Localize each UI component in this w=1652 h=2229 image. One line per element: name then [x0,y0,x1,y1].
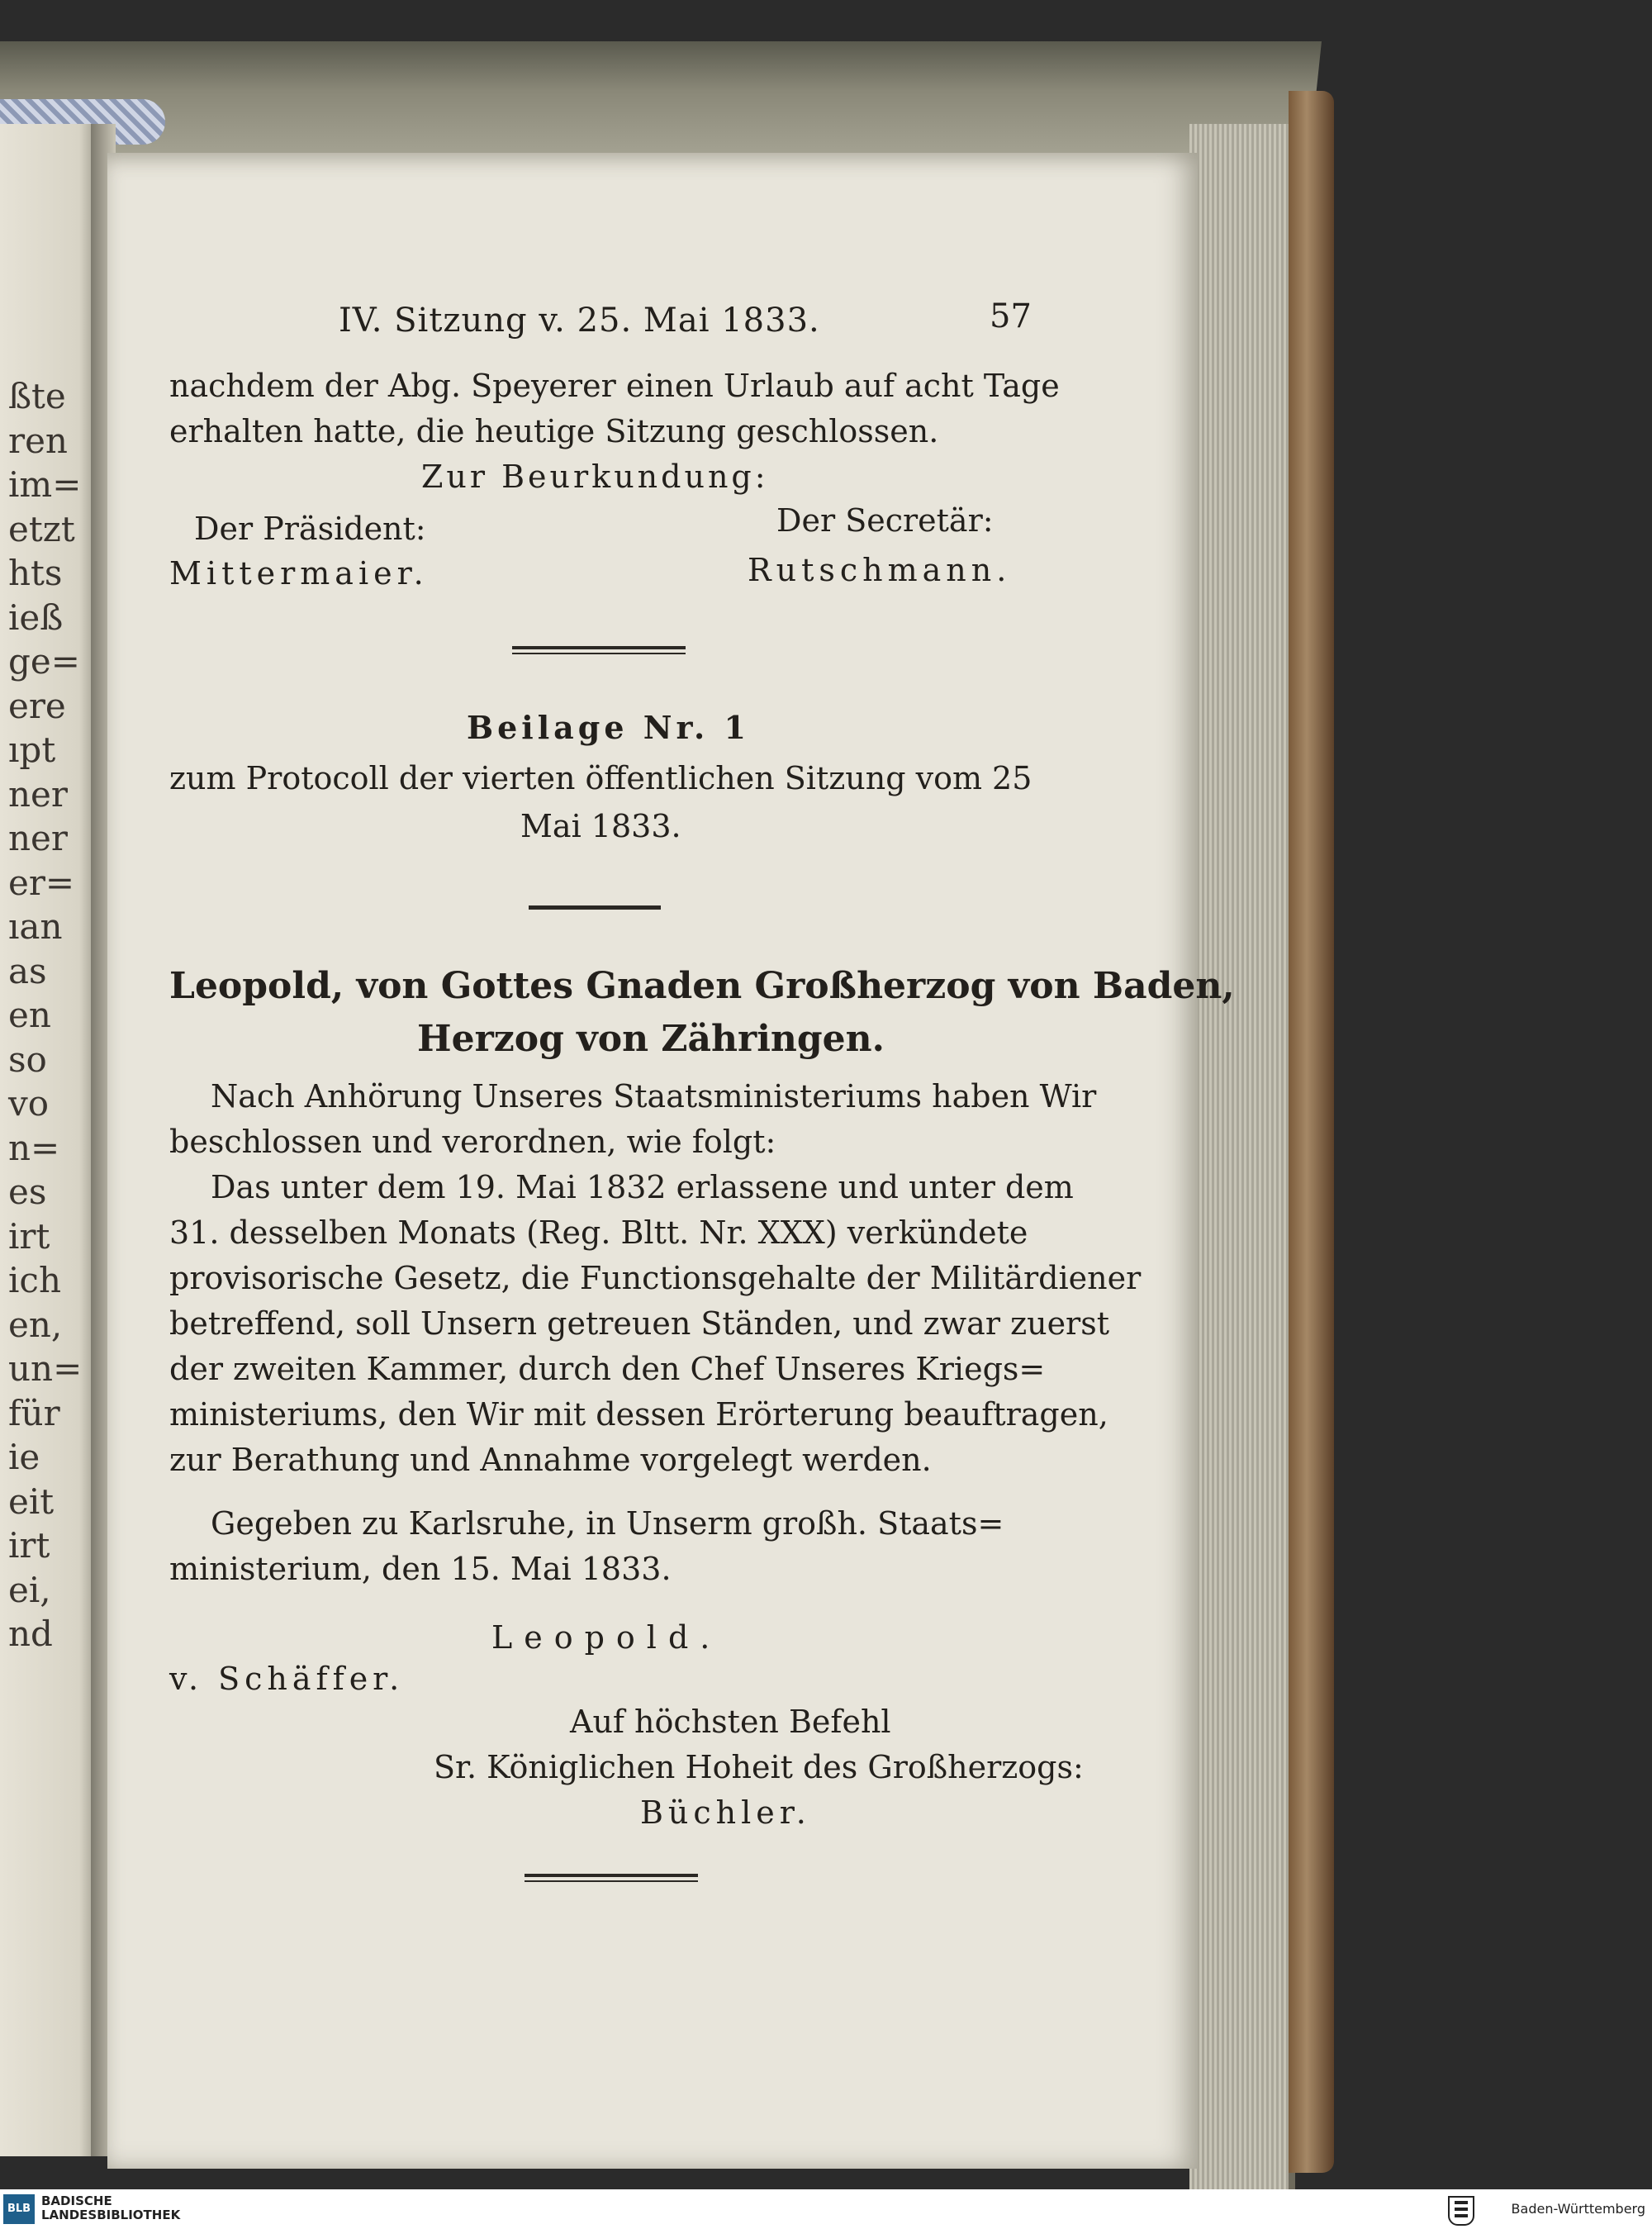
secretary-name: Rutschmann. [748,552,1012,588]
decree-p2-line-4: betreffend, soll Unsern getreuen Ständen, und zwar zuerst [169,1305,1109,1342]
order-line-2: Sr. Königlichen Hoheit des Großherzogs: [434,1749,1084,1785]
state-coat-of-arms-icon [1448,2196,1474,2226]
left-page-fragment: ıpt [8,730,56,770]
left-page-fragment: ner [8,773,68,815]
left-page-fragment: as [8,950,47,991]
countersign: v. Schäffer. [169,1661,405,1697]
left-page-fragment: für [8,1392,60,1433]
left-page-fragment: ıan [8,906,63,947]
running-header: IV. Sitzung v. 25. Mai 1833. [339,302,820,340]
left-page-fragment: etzt [8,508,75,549]
state-name: Baden-Württemberg [1511,2201,1645,2217]
decree-heading-2: Herzog von Zähringen. [417,1018,885,1060]
appendix-subtitle-1: zum Protocoll der vierten öffentlichen Sitzung vom 25 [169,760,1032,796]
page-edges [1189,124,1295,2189]
decree-p2-line-2: 31. desselben Monats (Reg. Bltt. Nr. XXX) verkündete [169,1214,1028,1251]
decree-p1-line-1: Nach Anhörung Unseres Staatsministeriums haben Wir [211,1078,1097,1114]
left-page-fragment: eit [8,1480,55,1522]
president-label: Der Präsident: [194,511,426,547]
footer-bar [0,2189,1652,2229]
decree-p2-line-7: zur Berathung und Annahme vorgelegt werden. [169,1442,932,1478]
decree-p2-line-3: provisorische Gesetz, die Functionsgehalte der Militärdiener [169,1260,1142,1296]
decree-p1-line-2: beschlossen und verordnen, wie folgt: [169,1124,776,1160]
left-page-fragment: ßte [8,376,66,416]
left-page-fragment: en, [8,1304,63,1345]
left-page-fragment: es [8,1172,47,1212]
closing-rule [525,1874,698,1882]
left-page-fragment: er= [8,862,75,903]
short-rule [529,905,661,910]
intro-line-1: nachdem der Abg. Speyerer einen Urlaub auf acht Tage [169,368,1060,404]
signature: Leopold. [491,1619,722,1656]
left-page-fragment: nd [8,1614,53,1654]
book-cover [1289,91,1334,2173]
blb-logo: BLB [3,2194,35,2224]
left-page-fragment: ere [8,685,66,726]
decree-p2-line-6: ministeriums, den Wir mit dessen Erörterung beauftragen, [169,1396,1108,1433]
left-page-fragment: ieß [8,596,64,638]
decree-p3-line-1: Gegeben zu Karlsruhe, in Unserm großh. Staats= [211,1505,1004,1542]
order-name: Büchler. [640,1794,811,1831]
library-name [41,2194,180,2222]
decree-p2-line-1: Das unter dem 19. Mai 1832 erlassene und unter dem [211,1169,1074,1205]
left-page-fragment: irt [8,1215,50,1257]
attestation: Zur Beurkundung: [421,459,769,495]
book-top-edge [0,41,1322,165]
decree-heading-1: Leopold, von Gottes Gnaden Großherzog von Baden, [169,965,1235,1007]
intro-line-2: erhalten hatte, die heutige Sitzung geschlossen. [169,413,939,449]
decree-p2-line-5: der zweiten Kammer, durch den Chef Unseres Kriegs= [169,1351,1046,1387]
decree-p3-line-2: ministerium, den 15. Mai 1833. [169,1551,672,1587]
right-page [107,153,1198,2169]
appendix-subtitle-2: Mai 1833. [520,808,681,844]
library-line-1: BADISCHE [41,2193,112,2208]
page-number: 57 [990,297,1032,335]
left-page-fragment: ge= [8,641,80,682]
library-line-2: LANDESBIBLIOTHEK [41,2208,181,2222]
left-page-fragment: ren [8,420,68,461]
left-page-fragment: ie [8,1437,40,1477]
left-page-fragment: vo [8,1083,50,1124]
left-page-fragment: n= [8,1127,60,1168]
left-page-fragment: ner [8,818,68,858]
left-page-fragment: en [8,995,51,1035]
left-page-fragment: irt [8,1525,50,1566]
secretary-label: Der Secretär: [776,502,994,539]
left-page-fragment: so [8,1038,47,1080]
left-page [0,124,99,2156]
president-name: Mittermaier. [169,555,429,592]
left-page-fragment: ei, [8,1569,51,1610]
left-page-fragment: un= [8,1348,83,1389]
order-line-1: Auf höchsten Befehl [570,1704,891,1740]
appendix-title: Beilage Nr. 1 [467,709,750,746]
left-page-fragment: hts [8,553,63,593]
section-rule [512,646,686,654]
left-page-fragment: im= [8,464,82,505]
left-page-fragment: ich [8,1260,62,1300]
